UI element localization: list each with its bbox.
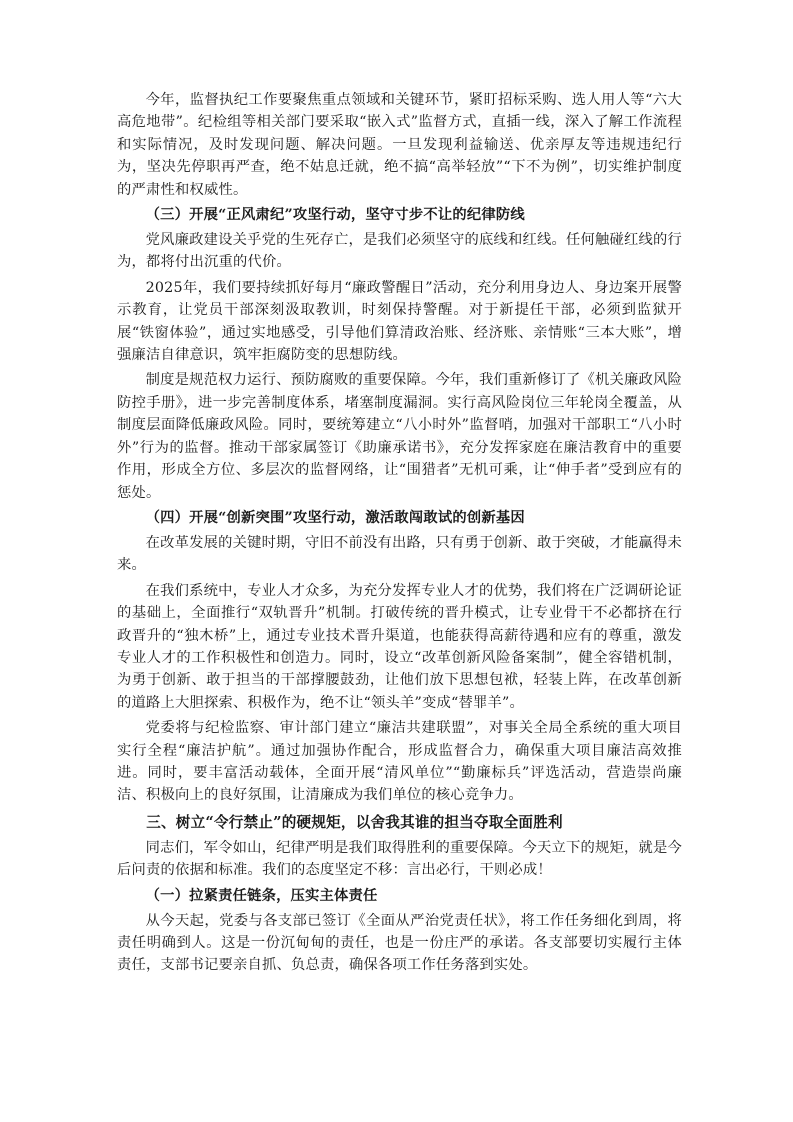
section-heading: （四）开展“创新突围”攻坚行动，激活敢闯敢试的创新基因 [145,509,525,526]
paragraph: 党委将与纪检监察、审计部门建立“廉洁共建联盟”，对事关全局全系统的重大项目实行全程“廉洁护航”。通过加强协作配合，形成监督合力，确保重大项目廉洁高效推进。同时，要丰富活动载体，全面开展“清风单位”“勤廉标兵”评选活动，营造崇尚廉洁、积极向上的良好氛围，让清廉成为我们单位的核心竞争力。 [117,720,682,804]
paragraph: 2025年，我们要持续抓好每月“廉政警醒日”活动，充分利用身边人、身边案开展警示教育，让党员干部深刻汲取教训，时刻保持警醒。对于新提任干部，必须到监狱开展“铁窗体验”，通过实地感受，引导他们算清政治账、经济账、亲情账“三本大账”，增强廉洁自律意识，筑牢拒腐防变的思想防线。 [117,279,682,364]
paragraph: 制度是规范权力运行、预防腐败的重要保障。今年，我们重新修订了《机关廉政风险防控手册》，进一步完善制度体系，堵塞制度漏洞。实行高风险岗位三年轮岗全覆盖，从制度层面降低廉政风险。同时，要统筹建立“八小时外”监督哨，加强对干部职工“八小时外”行为的监督。推动干部家属签订《助廉承诺书》，充分发挥家庭在廉洁教育中的重要作用，形成全方位、多层次的监督网络，让“围猎者”无机可乘，让“伸手者”受到应有的惩处。 [117,372,682,501]
chapter-heading: 三、树立“令行禁止”的硬规矩，以舍我其谁的担当夺取全面胜利 [146,813,563,831]
paragraph: 从今天起，党委与各支部已签订《全面从严治党责任状》，将工作任务细化到周，将责任明确到人。这是一份沉甸甸的责任，也是一份庄严的承诺。各支部要切实履行主体责任，支部书记要亲自抓、负总责，确保各项工作任务落到实处。 [117,912,682,974]
paragraph: 在改革发展的关键时期，守旧不前没有出路，只有勇于创新、敢于突破，才能赢得未来。 [117,534,682,574]
document-page [117,89,682,977]
paragraph: 在我们系统中，专业人才众多，为充分发挥专业人才的优势，我们将在广泛调研论证的基础上，全面推行“双轨晋升”机制。打破传统的晋升模式，让专业骨干不必都挤在行政晋升的“独木桥”上，通过专业技术晋升渠道，也能获得高薪待遇和应有的尊重，激发专业人才的工作积极性和创造力。同时，设立“改革创新风险备案制”，健全容错机制，为勇于创新、敢于担当的干部撑腰鼓劲，让他们放下思想包袱，轻装上阵，在改革创新的道路上大胆探索、积极作为，绝不让“领头羊”变成“替罪羊”。 [117,582,682,711]
paragraph: 党风廉政建设关乎党的生死存亡，是我们必须坚守的底线和红线。任何触碰红线的行为，都将付出沉重的代价。 [117,232,682,271]
paragraph: 同志们，军令如山，纪律严明是我们取得胜利的重要保障。今天立下的规矩，就是今后问责的依据和标准。我们的态度坚定不移：言出必行，干则必成！ [117,839,682,879]
section-heading: （一）拉紧责任链条，压实主体责任 [145,887,378,904]
paragraph: 今年，监督执纪工作要聚焦重点领域和关键环节，紧盯招标采购、选人用人等“六大高危地带”。纪检组等相关部门要采取“嵌入式”监督方式，直插一线，深入了解工作流程和实际情况，及时发现问题、解决问题。一旦发现利益输送、优亲厚友等违规违纪行为，坚决先停职再严查，绝不姑息迁就，绝不搞“高举轻放”“下不为例”，切实维护制度的严肃性和权威性。 [117,92,682,198]
section-heading: （三）开展“正风肃纪”攻坚行动，坚守寸步不让的纪律防线 [145,207,525,224]
